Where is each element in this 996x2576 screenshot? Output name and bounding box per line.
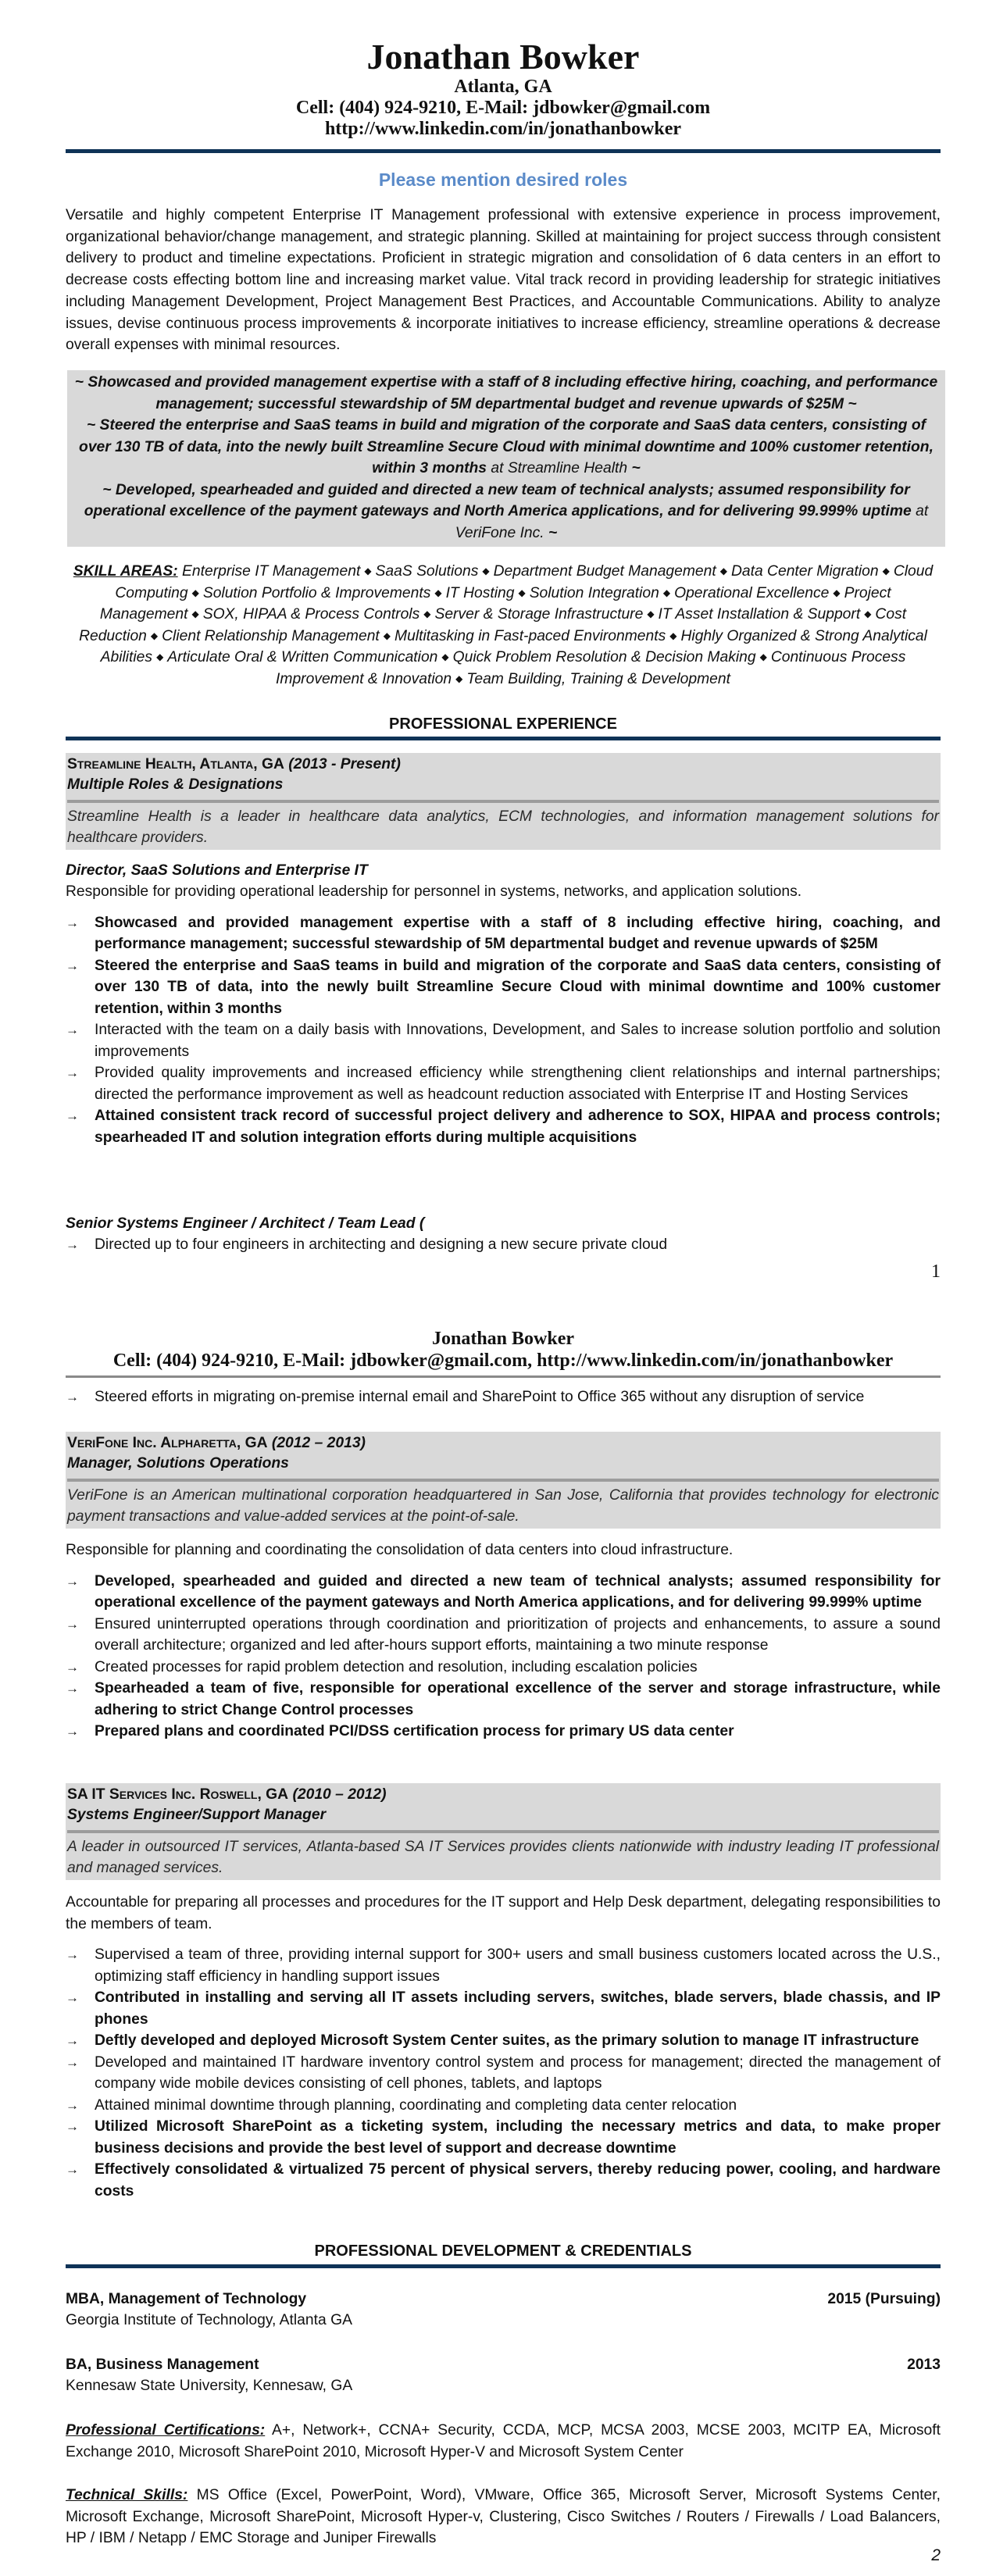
role-senior-engineer [66,1213,941,1256]
list-item: → Prepared plans and coordinated PCI/DSS certification process for primary US data center [66,1721,941,1743]
diamond-icon: ◆ [662,587,671,598]
skill-areas-label: SKILL AREAS: [73,563,178,580]
achievement-list [66,912,941,1149]
technical-skills: Technical Skills: MS Office (Excel, PowerPoint, Word), VMware, Office 365, Microsoft Server, Microsoft Systems Center, Microsoft Exchange, Microsoft SharePoint, Microsoft Hyper-v, Clustering, Cisco Switches / Routers / Firewalls / Load Balancers, HP / IBM / Netapp / EMC Storage and Juniper Firewalls [66,2487,941,2546]
job-verifone-details [66,1540,941,1743]
arrow-right-icon: → [66,1681,79,1696]
role-group: Manager, Solutions Operations [67,1455,289,1472]
diamond-icon: ◆ [383,630,391,641]
arrow-right-icon: → [66,1724,79,1739]
achievement-list [66,1234,941,1256]
role-summary: Responsible for providing operational leadership for personnel in systems, networks, and application solutions. [66,883,802,900]
role-group: Multiple Roles & Designations [67,776,284,793]
list-item: → Utilized Microsoft SharePoint as a ticketing system, including the necessary metrics and data, to make proper business decisions and provide the best level of support and decrease downtime [66,2116,941,2159]
list-item: → Attained minimal downtime through planning, coordinating and completing data center relocation [66,2095,941,2117]
headline: Please mention desired roles [378,169,628,190]
list-item: → Created processes for rapid problem detection and resolution, including escalation policies [66,1657,941,1679]
arrow-right-icon: → [66,2054,79,2070]
job-summary: Accountable for preparing all processes and procedures for the IT support and Help Desk department, delegating responsibilities to the members of team. [66,1894,941,1932]
page2-header [66,1328,941,1372]
credentials-section-title: PROFESSIONAL DEVELOPMENT & CREDENTIALS [314,2242,692,2260]
candidate-contact: Cell: (404) 924-9210, E-Mail: jdbowker@gmail.com [295,98,711,118]
role-director [66,860,941,1148]
company-divider [67,800,939,803]
list-item: → Provided quality improvements and increased efficiency while strengthening client relationships and internal partnerships; directed the performance improvement as well as headcount reduction associated with Enterprise IT and Hosting Services [66,1062,941,1105]
diamond-icon: ◆ [156,651,164,662]
page2-rule [66,1375,941,1378]
diamond-icon: ◆ [882,566,890,576]
list-item: → Effectively consolidated & virtualized 75 percent of physical servers, thereby reducing power, cooling, and hardware costs [66,2159,941,2202]
summary-paragraph: Versatile and highly competent Enterprise IT Management professional with extensive experience in process improvement, organizational behavior/change management, and strategic planning. Skilled at maintaining for project success through consistent delivery to product and timeline expectations. Proficient in strategic migration and consolidation of 6 data centers in an effort to decrease costs effecting bottom line and increasing market value. Vital track record in providing leadership for strategic initiatives including Management Development, Project Management Best Practices, and Accountable Communications. Ability to analyze issues, devise continuous process improvements & incorporate initiatives to increase efficiency, streamline operations & decrease overall expenses with minimal resources. [66,207,941,354]
diamond-icon: ◆ [833,587,841,598]
certifications-label: Professional Certifications: [66,2422,266,2439]
company-box-sa-it [66,1783,941,1880]
arrow-right-icon: → [66,1990,79,2005]
highlight-item: ~ Steered the enterprise and SaaS teams in build and migration of the corporate and SaaS data centers, consisting of over 130 TB of data, into the newly built Streamline Secure Cloud with minimal downtime and 100% customer retention, within 3 months at Streamline Health ~ [79,417,934,476]
company-heading: VeriFone Inc. Alpharetta, GA (2012 – 2013) [67,1435,366,1451]
diamond-icon: ◆ [864,608,872,619]
page2-contact: Cell: (404) 924-9210, E-Mail: jdbowker@gmail.com, http://www.linkedin.com/in/jonathanbowker [112,1350,894,1371]
page-number: 2 [931,2546,941,2564]
job-sa-it-details [66,1892,941,2202]
company-description: Streamline Health is a leader in healthcare data analytics, ECM technologies, and information management solutions for healthcare providers. [67,808,939,846]
certifications: Professional Certifications: A+, Network+, CCNA+ Security, CCDA, MCP, MCSA 2003, MCSE 2003, MCITP EA, Microsoft Exchange 2010, Microsoft SharePoint 2010, Microsoft Hyper-V and Microsoft System Center [66,2422,941,2460]
education-ba [66,2354,941,2396]
list-item: → Steered the enterprise and SaaS teams in build and migration of the corporate and SaaS data centers, consisting of over 130 TB of data, into the newly built Streamline Secure Cloud with minimal downtime and 100% customer retention, within 3 months [66,955,941,1020]
diamond-icon: ◆ [191,608,199,619]
role-title: Director, SaaS Solutions and Enterprise IT [66,862,368,879]
role-group: Systems Engineer/Support Manager [67,1807,327,1823]
arrow-right-icon: → [66,2162,79,2177]
arrow-right-icon: → [66,1659,79,1675]
credentials-rule [66,2264,941,2268]
role-title: Senior Systems Engineer / Architect / Team Lead ( [66,1215,425,1232]
arrow-right-icon: → [66,1108,79,1123]
resume-header [66,37,941,140]
diamond-icon: ◆ [423,608,431,619]
school-name: Georgia Institute of Technology, Atlanta GA [66,2312,352,2328]
career-highlights [67,370,945,547]
arrow-right-icon: → [66,915,79,930]
list-item: → Supervised a team of three, providing internal support for 300+ users and small business customers located across the U.S., optimizing staff efficiency in handling support issues [66,1944,941,1987]
page2-name: Jonathan Bowker [431,1329,575,1349]
arrow-right-icon: → [66,2119,79,2134]
company-description: VeriFone is an American multinational corporation headquartered in San Jose, California that provides technology for electronic payment transactions and value-added services at the point-of-sale. [67,1487,939,1525]
company-divider [67,1830,939,1833]
arrow-right-icon: → [66,1947,79,1962]
arrow-right-icon: → [66,2033,79,2048]
list-item: → Developed, spearheaded and guided and directed a new team of technical analysts; assumed responsibility for operational excellence of the payment gateways and North America applications, and for delivering 99.999% uptime [66,1571,941,1614]
arrow-right-icon: → [66,1022,79,1037]
diamond-icon: ◆ [719,566,727,576]
diamond-icon: ◆ [364,566,372,576]
candidate-linkedin[interactable]: http://www.linkedin.com/in/jonathanbowker [324,119,682,139]
diamond-icon: ◆ [150,630,159,641]
experience-section-title: PROFESSIONAL EXPERIENCE [389,715,617,733]
skill-areas: SKILL AREAS: Enterprise IT Management ◆ SaaS Solutions ◆ Department Budget Management ◆ Data Center Migration ◆ Cloud Computing ◆ Solution Portfolio & Improvements ◆ IT Hosting ◆ Solution Integration ◆ Operational Excellence ◆ Project Management ◆ SOX, HIPAA & Process Controls ◆ Server & Storage Infrastructure ◆ IT Asset Installation & Support ◆ Cost Reduction ◆ Client Relationship Management ◆ Multitasking in Fast-paced Environments ◆ Highly Organized & Strong Analytical Abilities ◆ Articulate Oral & Written Communication ◆ Quick Problem Resolution & Decision Making ◆ Continuous Process Improvement & Innovation ◆ Team Building, Training & Development [73,563,934,687]
candidate-location: Atlanta, GA [454,77,552,97]
diamond-icon: ◆ [482,566,490,576]
company-divider [67,1479,939,1482]
job-summary: Responsible for planning and coordinating the consolidation of data centers into cloud infrastructure. [66,1542,734,1558]
education-mba [66,2289,941,2331]
role-senior-engineer-cont [66,1386,941,1408]
arrow-right-icon: → [66,958,79,973]
list-item: → Showcased and provided management expertise with a staff of 8 including effective hiring, coaching, and performance management; successful stewardship of 5M departmental budget and revenue upwards of $25M [66,912,941,955]
highlight-item: ~ Developed, spearheaded and guided and directed a new team of technical analysts; assumed responsibility for operational excellence of the payment gateways and North America applications, and for delivering 99.999% uptime at VeriFone Inc. ~ [84,481,929,541]
list-item: → Spearheaded a team of five, responsible for operational excellence of the server and storage infrastructure, while adhering to strict Change Control processes [66,1678,941,1721]
highlight-item: ~ Showcased and provided management expertise with a staff of 8 including effective hiring, coaching, and performance management; successful stewardship of 5M departmental budget and revenue upwards of $25M ~ [74,374,938,412]
experience-rule [66,737,941,740]
achievement-list [66,1386,941,1408]
arrow-right-icon: → [66,2097,79,2113]
diamond-icon: ◆ [518,587,526,598]
diamond-icon: ◆ [434,587,442,598]
list-item: → Developed and maintained IT hardware inventory control system and process for management; directed the management of company wide mobile devices consisting of cell phones, tablets, and laptops [66,2052,941,2095]
arrow-right-icon: → [66,1573,79,1589]
candidate-name: Jonathan Bowker [366,37,640,77]
diamond-icon: ◆ [455,673,463,684]
list-item: → Deftly developed and deployed Microsoft System Center suites, as the primary solution to manage IT infrastructure [66,2030,941,2052]
degree-year: 2015 (Pursuing) [827,2291,941,2307]
page-number: 1 [931,1261,941,1282]
achievement-list [66,1944,941,2202]
list-item: → Directed up to four engineers in architecting and designing a new secure private cloud [66,1234,941,1256]
company-heading: Streamline Health, Atlanta, GA (2013 - Present) [67,756,401,772]
technical-skills-label: Technical Skills: [66,2487,188,2503]
arrow-right-icon: → [66,1237,79,1252]
arrow-right-icon: → [66,1616,79,1632]
list-item: → Steered efforts in migrating on-premise internal email and SharePoint to Office 365 without any disruption of service [66,1386,941,1408]
arrow-right-icon: → [66,1065,79,1080]
header-rule [66,149,941,153]
company-box-verifone [66,1432,941,1529]
arrow-right-icon: → [66,1390,79,1404]
diamond-icon: ◆ [191,587,199,598]
list-item: → Ensured uninterrupted operations through coordination and prioritization of projects and enhancements, to assure a sound overall architecture; organized and led after-hours support efforts, maintaining a two minute response [66,1614,941,1657]
diamond-icon: ◆ [759,651,767,662]
diamond-icon: ◆ [441,651,449,662]
list-item: → Interacted with the team on a daily basis with Innovations, Development, and Sales to increase solution portfolio and solution improvements [66,1019,941,1062]
list-item: → Attained consistent track record of successful project delivery and adherence to SOX, HIPAA and process controls; spearheaded IT and solution integration efforts during multiple acquisitions [66,1105,941,1148]
achievement-list [66,1571,941,1743]
school-name: Kennesaw State University, Kennesaw, GA [66,2378,353,2394]
company-description: A leader in outsourced IT services, Atlanta-based SA IT Services provides clients nationwide with industry leading IT professional and managed services. [67,1839,939,1876]
degree-name: MBA, Management of Technology [66,2291,307,2307]
company-heading: SA IT Services Inc. Roswell, GA (2010 – 2012) [67,1786,387,1803]
degree-year: 2013 [907,2357,941,2373]
degree-name: BA, Business Management [66,2357,259,2373]
diamond-icon: ◆ [647,608,655,619]
company-box-streamline [66,753,941,850]
list-item: → Contributed in installing and serving all IT assets including servers, switches, blade servers, blade chassis, and IP phones [66,1987,941,2030]
diamond-icon: ◆ [669,630,677,641]
